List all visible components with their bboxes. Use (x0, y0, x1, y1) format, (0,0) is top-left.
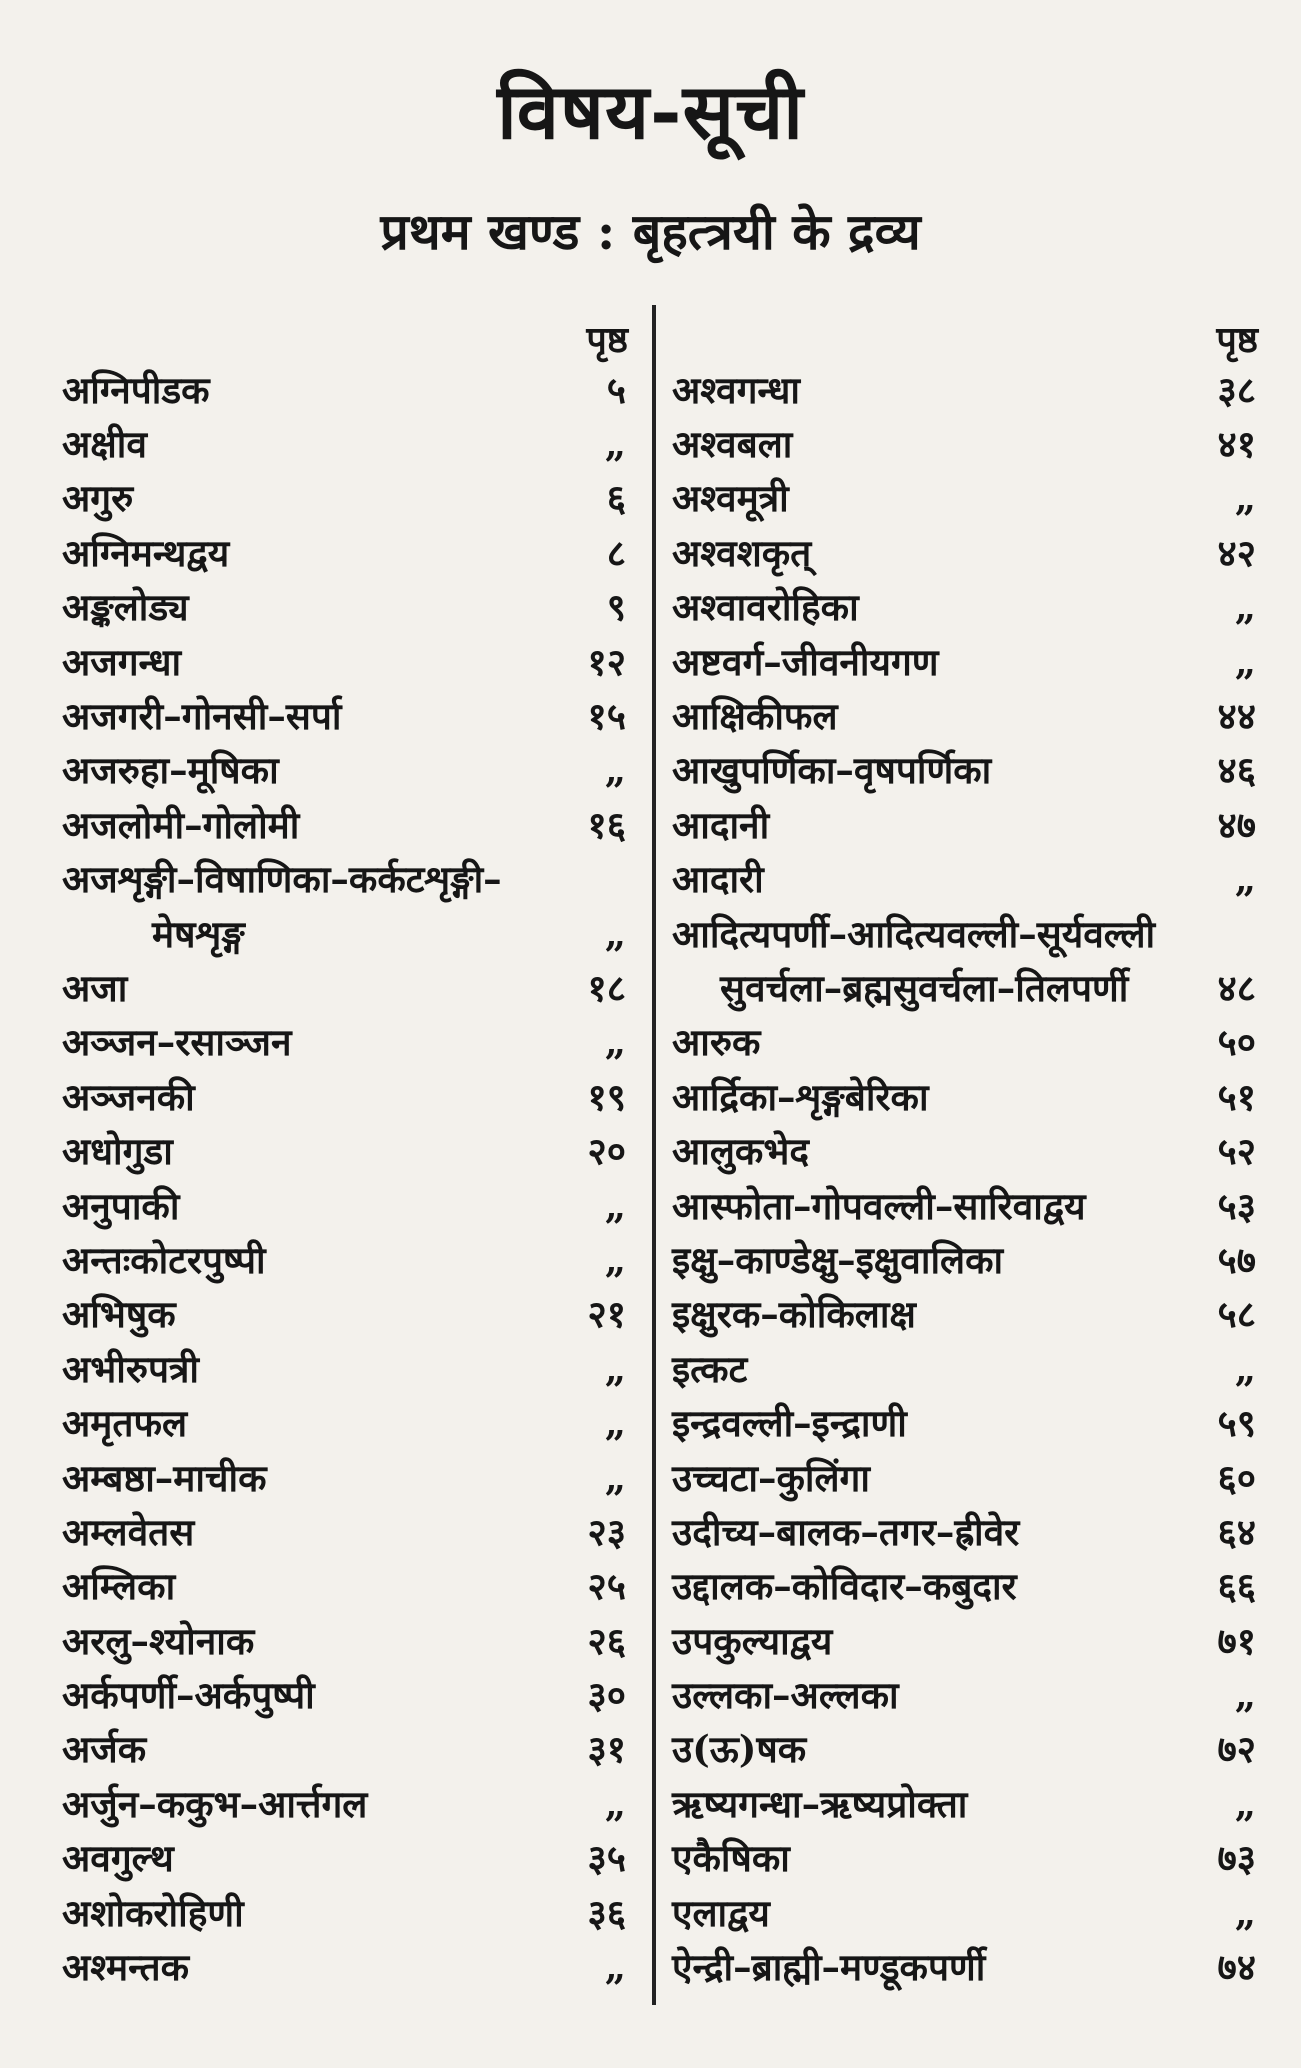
index-entry (672, 744, 1262, 798)
index-entry (672, 363, 1262, 417)
index-entry (62, 1288, 632, 1342)
index-entry (672, 1560, 1262, 1614)
entry-page-number: „ (1234, 857, 1256, 902)
index-entry (62, 363, 632, 417)
entry-page-number: ३६ (587, 1890, 626, 1935)
entry-page-number: „ (604, 1020, 626, 1065)
entry-page-number: „ (604, 1401, 626, 1446)
entry-page-number: ४८ (1217, 965, 1256, 1010)
index-entry (62, 1179, 632, 1233)
entry-page-number: „ (604, 1945, 626, 1990)
entry-name: अश्वावरोहिका (672, 585, 859, 630)
entry-name: अर्जुन–ककुभ–आर्त्तगल (62, 1781, 368, 1826)
entry-name: अञ्जनकी (62, 1074, 195, 1119)
entry-page-number: ७४ (1217, 1945, 1256, 1990)
entry-page-number: „ (604, 422, 626, 467)
entry-name: आलुकभेद (672, 1129, 809, 1174)
index-entry (672, 417, 1262, 471)
entry-page-number: ५२ (1217, 1129, 1256, 1174)
entry-page-number: ३८ (1217, 367, 1256, 412)
index-entry (672, 635, 1262, 689)
index-entry (62, 853, 632, 907)
entry-name: अश्वशकृत् (672, 530, 812, 575)
index-entry (62, 635, 632, 689)
entry-name: अजरुहा–मूषिका (62, 748, 279, 793)
index-entry (672, 1940, 1262, 1994)
index-entry (62, 744, 632, 798)
entry-page-number: ३१ (587, 1727, 626, 1772)
index-entry (672, 1288, 1262, 1342)
entry-name: अम्लिका (62, 1564, 176, 1609)
page-title: विषय-सूची (497, 67, 804, 156)
index-entry (62, 798, 632, 852)
index-entry (672, 1233, 1262, 1287)
index-entry (672, 1832, 1262, 1886)
entry-page-number: ८ (606, 530, 626, 575)
entry-page-number: ५९ (1217, 1401, 1256, 1446)
left-entry-list (62, 363, 632, 1995)
entry-name: आदित्यपर्णी–आदित्यवल्ली–सूर्यवल्ली (672, 911, 1156, 956)
entry-name: उद्दालक–कोविदार–कबुदार (672, 1564, 1017, 1609)
entry-name: उपकुल्याद्वय (672, 1618, 833, 1663)
right-page-header: पृष्ठ (1216, 319, 1258, 361)
entry-page-number: ५८ (1217, 1292, 1256, 1337)
entry-page-number: ५३ (1217, 1183, 1256, 1228)
index-entry (62, 1886, 632, 1940)
right-entry-list (672, 363, 1262, 1995)
entry-name: अनुपाकी (62, 1183, 180, 1228)
index-entry (672, 581, 1262, 635)
index-entry (62, 1233, 632, 1287)
entry-page-number: ४७ (1217, 802, 1256, 847)
index-entry (62, 1832, 632, 1886)
index-entry (62, 581, 632, 635)
index-entry (672, 907, 1262, 961)
entry-page-number: „ (1234, 585, 1256, 630)
entry-page-number: „ (1234, 1673, 1256, 1718)
entry-name: अश्वगन्धा (672, 367, 800, 412)
entry-page-number: ४२ (1217, 530, 1256, 575)
entry-name: अष्टवर्ग–जीवनीयगण (672, 639, 939, 684)
entry-page-number: ६० (1217, 1455, 1256, 1500)
entry-page-number: „ (604, 1237, 626, 1282)
index-entry (62, 1614, 632, 1668)
index-entry (672, 472, 1262, 526)
index-entry (62, 1124, 632, 1178)
entry-name: इक्षु–काण्डेक्षु–इक्षुवालिका (672, 1237, 1004, 1282)
left-page-header: पृष्ठ (586, 319, 628, 361)
index-entry (672, 1451, 1262, 1505)
entry-page-number: २३ (587, 1509, 626, 1554)
entry-page-number: „ (1234, 639, 1256, 684)
entry-name: अक्षीव (62, 422, 147, 467)
entry-name: इत्कट (672, 1346, 748, 1391)
entry-name: एकैषिका (672, 1836, 790, 1881)
entry-name: आदारी (672, 857, 764, 902)
index-entry (62, 1396, 632, 1450)
entry-name: आरुक (672, 1020, 761, 1065)
index-entry (62, 907, 632, 961)
entry-name: आर्द्रिका–शृङ्गबेरिका (672, 1074, 929, 1119)
entry-page-number: ६ (606, 476, 626, 521)
entry-name: अङ्कलोड्य (62, 585, 189, 630)
index-entry (672, 526, 1262, 580)
entry-name: अग्निपीडक (62, 367, 210, 412)
index-entry (62, 1016, 632, 1070)
entry-name: एलाद्वय (672, 1890, 770, 1935)
entry-page-number: ६६ (1217, 1564, 1256, 1609)
entry-page-number: १६ (587, 802, 626, 847)
entry-name: उदीच्य–बालक–तगर–ह्रीवेर (672, 1509, 1020, 1554)
entry-page-number: ५ (606, 367, 626, 412)
entry-page-number: २६ (587, 1618, 626, 1663)
right-column (672, 305, 1262, 2005)
entry-page-number: „ (604, 1455, 626, 1500)
entry-name: अजगरी–गोनसी–सर्पा (62, 694, 342, 739)
left-column (62, 305, 632, 2005)
entry-name: अन्तःकोटरपुष्पी (62, 1237, 266, 1282)
index-entry (62, 1723, 632, 1777)
index-entry (672, 1614, 1262, 1668)
entry-name: अर्जक (62, 1727, 147, 1772)
entry-name: अधोगुडा (62, 1129, 173, 1174)
entry-page-number: १९ (587, 1074, 626, 1119)
index-entry (62, 1940, 632, 1994)
entry-name: उल्लका–अल्लका (672, 1673, 899, 1718)
entry-page-number: „ (604, 911, 626, 956)
entry-name: अर्कपर्णी–अर्कपुष्पी (62, 1673, 315, 1718)
entry-name: अजलोमी–गोलोमी (62, 802, 300, 847)
entry-page-number: „ (604, 1183, 626, 1228)
entry-page-number: „ (604, 748, 626, 793)
entry-page-number: „ (604, 1781, 626, 1826)
entry-page-number: ९ (606, 585, 626, 630)
index-entry (672, 961, 1262, 1015)
index-entry (62, 1451, 632, 1505)
entry-name: अजा (62, 965, 128, 1010)
index-entry (672, 1668, 1262, 1722)
entry-page-number: २० (587, 1129, 626, 1174)
entry-name: अजशृङ्गी–विषाणिका–कर्कटशृङ्गी– (62, 857, 502, 902)
entry-name: अमृतफल (62, 1401, 188, 1446)
index-entry (672, 1777, 1262, 1831)
index-entry (62, 526, 632, 580)
entry-page-number: ५१ (1217, 1074, 1256, 1119)
entry-name: अश्मन्तक (62, 1945, 190, 1990)
entry-page-number: „ (1234, 1346, 1256, 1391)
index-entry (62, 417, 632, 471)
entry-page-number: ७१ (1217, 1618, 1256, 1663)
entry-page-number: „ (1234, 1781, 1256, 1826)
entry-page-number: २५ (587, 1564, 626, 1609)
index-entry (672, 1886, 1262, 1940)
entry-name: अम्बष्ठा–माचीक (62, 1455, 267, 1500)
entry-name: इन्द्रवल्ली–इन्द्राणी (672, 1401, 907, 1446)
entry-page-number: ४४ (1217, 694, 1256, 739)
index-entry (62, 1668, 632, 1722)
entry-name: आदानी (672, 802, 770, 847)
entry-name: अगुरु (62, 476, 134, 521)
entry-page-number: ७२ (1217, 1727, 1256, 1772)
entry-page-number: २१ (587, 1292, 626, 1337)
index-entry (672, 1723, 1262, 1777)
index-entry (62, 472, 632, 526)
entry-name: उ(ऊ)षक (672, 1727, 807, 1772)
index-entry (672, 1016, 1262, 1070)
index-entry (672, 853, 1262, 907)
entry-name: इक्षुरक–कोकिलाक्ष (672, 1292, 916, 1337)
index-entry (672, 1179, 1262, 1233)
index-entry (62, 1505, 632, 1559)
entry-name: सुवर्चला–ब्रह्मसुवर्चला–तिलपर्णी (720, 965, 1129, 1010)
index-entry (62, 1070, 632, 1124)
entry-name: अरलु–श्योनाक (62, 1618, 255, 1663)
entry-page-number: „ (1234, 476, 1256, 521)
entry-name: अम्लवेतस (62, 1509, 195, 1554)
entry-name: अभिषुक (62, 1292, 176, 1337)
entry-name: ऐन्द्री–ब्राह्मी–मण्डूकपर्णी (672, 1945, 986, 1990)
entry-page-number: ३० (587, 1673, 626, 1718)
index-entry (672, 1124, 1262, 1178)
entry-page-number: ५० (1217, 1020, 1256, 1065)
column-divider (652, 305, 656, 2005)
section-subtitle: प्रथम खण्ड : बृहत्त्रयी के द्रव्य (380, 202, 921, 261)
entry-name: अश्वबला (672, 422, 793, 467)
entry-page-number: १२ (587, 639, 626, 684)
index-entry (62, 1777, 632, 1831)
entry-name: ऋष्यगन्धा–ऋष्यप्रोक्ता (672, 1781, 968, 1826)
index-entry (672, 1070, 1262, 1124)
entry-page-number: १८ (587, 965, 626, 1010)
index-entry (62, 689, 632, 743)
entry-page-number: १५ (587, 694, 626, 739)
entry-page-number: ३५ (587, 1836, 626, 1881)
index-entry (62, 1342, 632, 1396)
entry-name: अवगुल्थ (62, 1836, 174, 1881)
entry-name: उच्चटा–कुलिंगा (672, 1455, 870, 1500)
entry-name: आक्षिकीफल (672, 694, 838, 739)
entry-page-number: ६४ (1217, 1509, 1256, 1554)
entry-name: अभीरुपत्री (62, 1346, 200, 1391)
index-entry (62, 1560, 632, 1614)
entry-page-number: ५७ (1217, 1237, 1256, 1282)
entry-name: आखुपर्णिका–वृषपर्णिका (672, 748, 992, 793)
index-entry (672, 1342, 1262, 1396)
entry-page-number: ७३ (1217, 1836, 1256, 1881)
index-entry (672, 798, 1262, 852)
entry-name: अग्निमन्थद्वय (62, 530, 230, 575)
entry-name: अञ्जन–रसाञ्जन (62, 1020, 292, 1065)
index-entry (672, 689, 1262, 743)
entry-name: मेषशृङ्ग (152, 911, 245, 956)
entry-page-number: ४६ (1217, 748, 1256, 793)
entry-name: अजगन्धा (62, 639, 182, 684)
entry-name: अश्वमूत्री (672, 476, 789, 521)
entry-name: अशोकरोहिणी (62, 1890, 244, 1935)
index-entry (62, 961, 632, 1015)
entry-page-number: ४१ (1217, 422, 1256, 467)
index-entry (672, 1396, 1262, 1450)
entry-name: आस्फोता–गोपवल्ली–सारिवाद्वय (672, 1183, 1086, 1228)
entry-page-number: „ (604, 1346, 626, 1391)
entry-page-number: „ (1234, 1890, 1256, 1935)
index-entry (672, 1505, 1262, 1559)
